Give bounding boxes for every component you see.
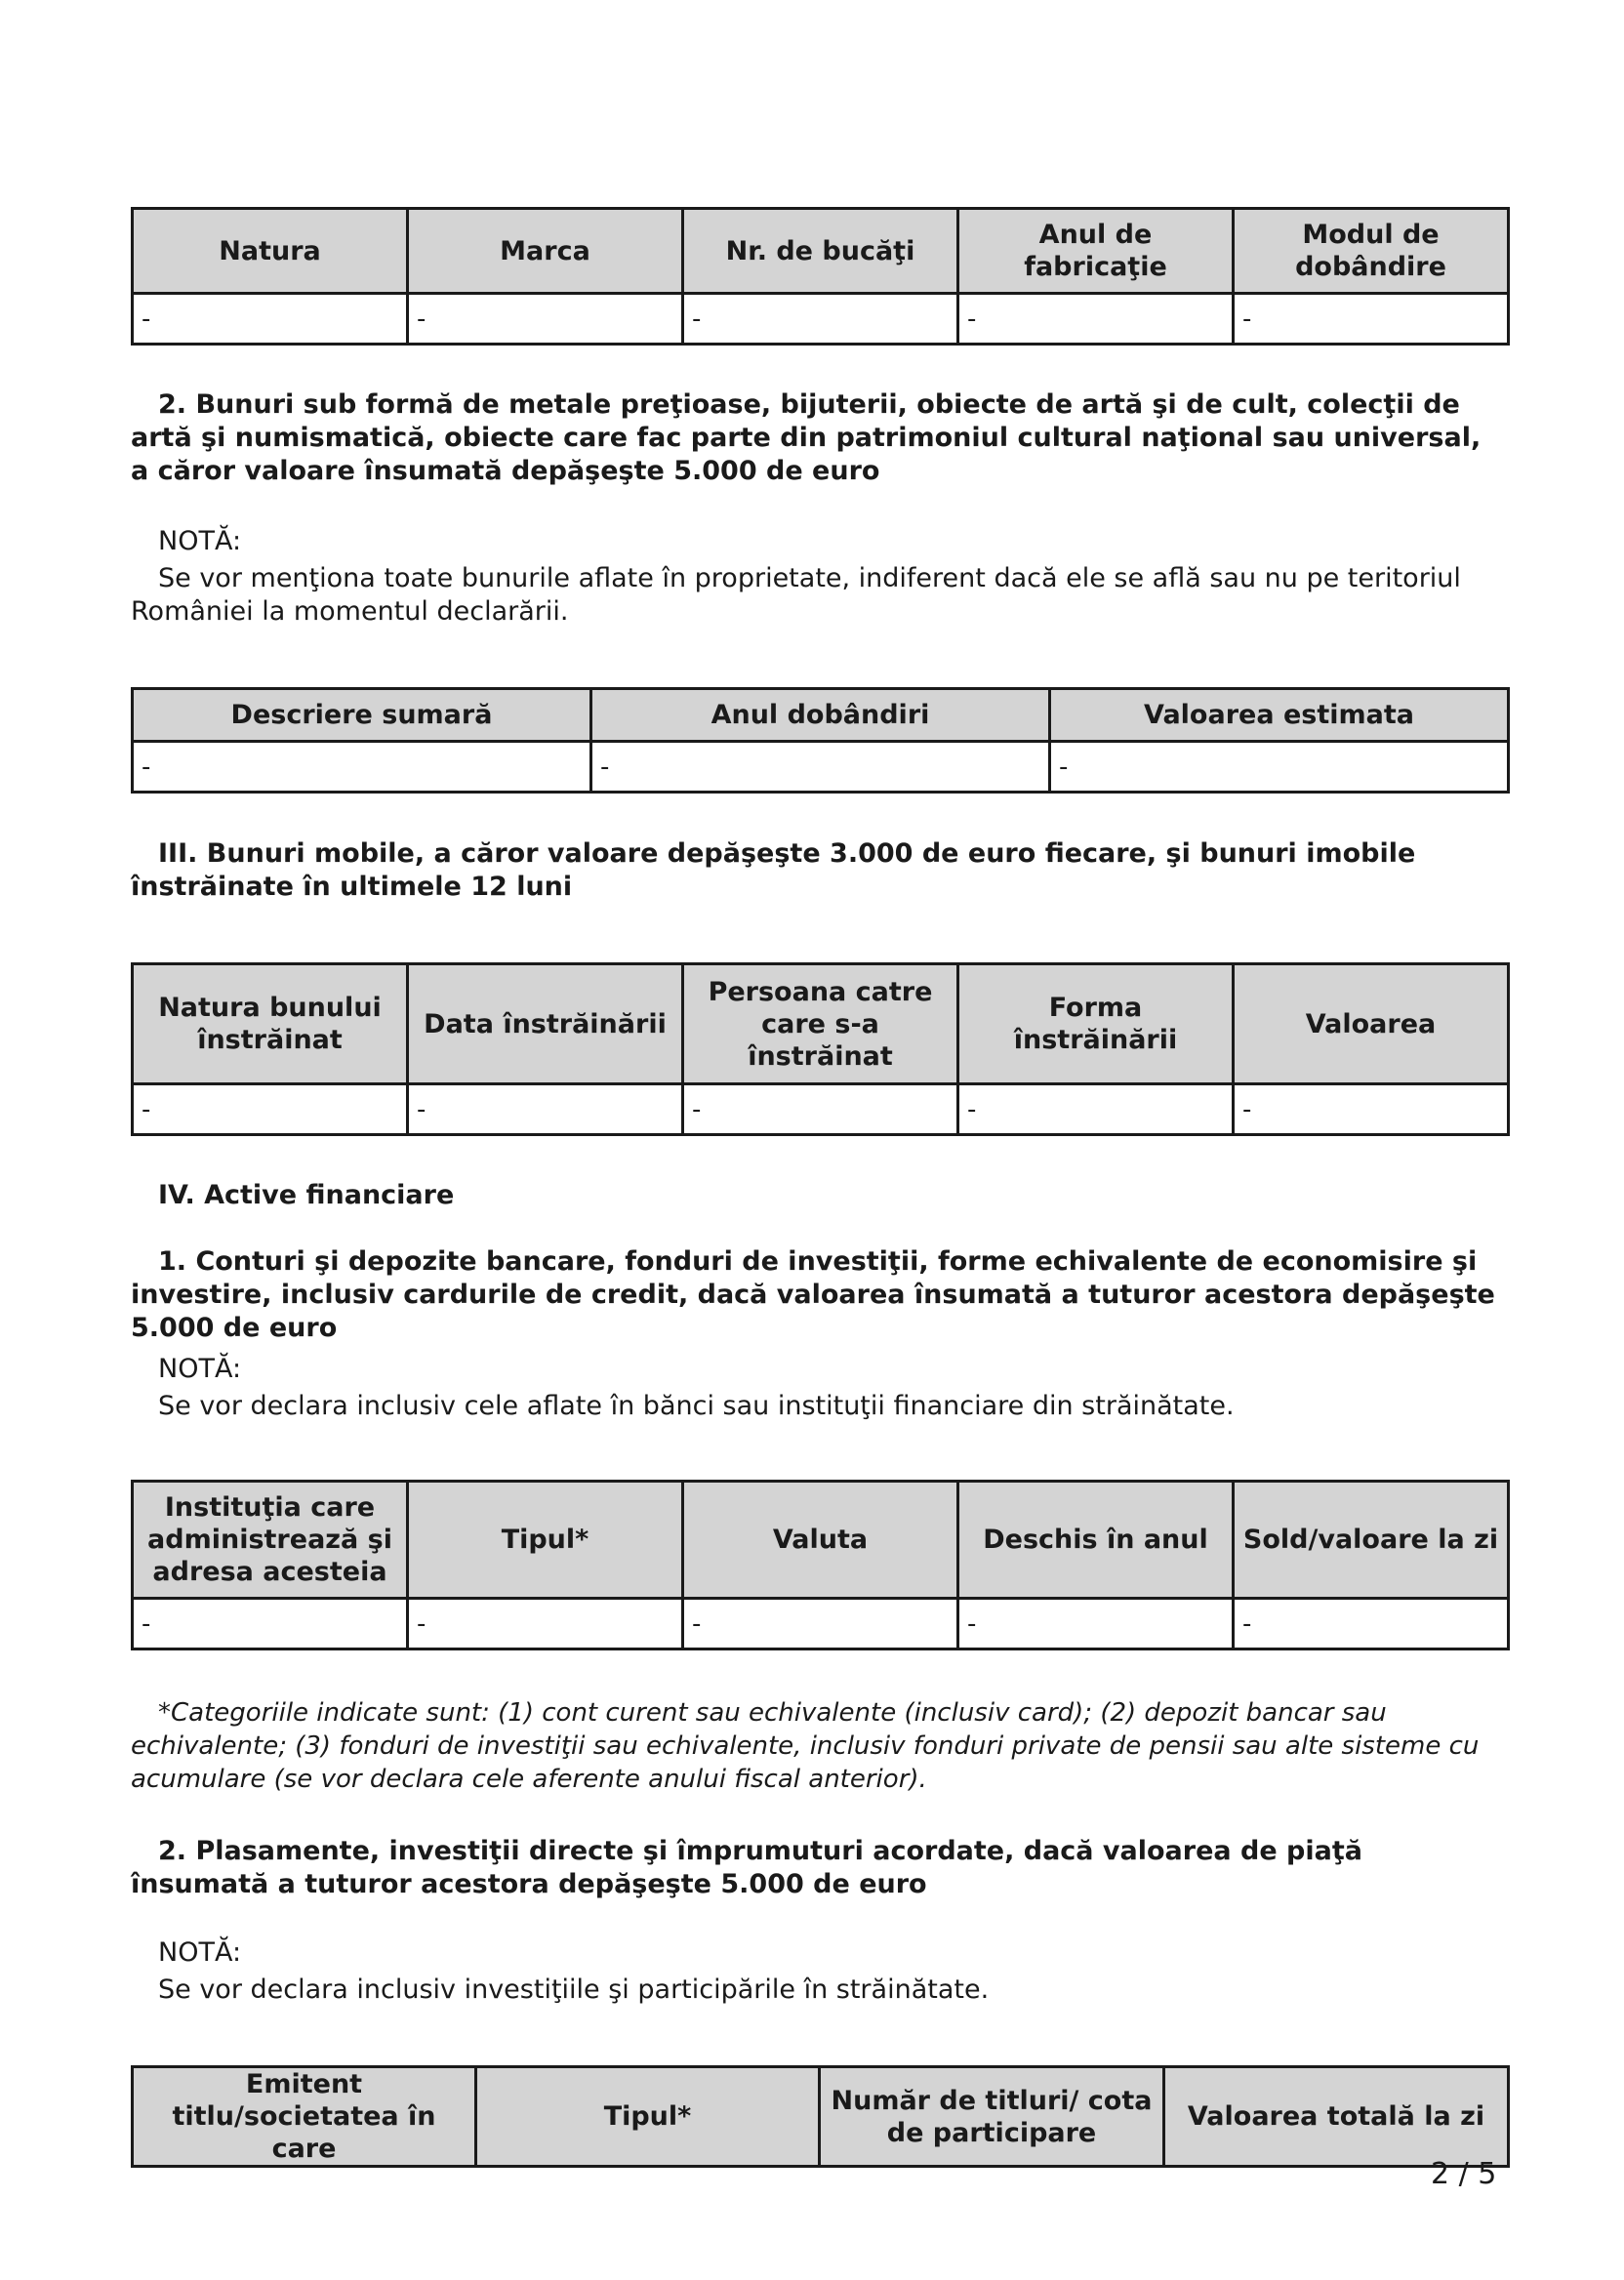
- table-cell: -: [133, 294, 408, 345]
- header-data-instrainarii: Data înstrăinării: [408, 964, 683, 1084]
- header-valoarea-estimata: Valoarea estimata: [1050, 689, 1509, 742]
- table-cell: -: [958, 1084, 1234, 1135]
- table-cell: -: [1234, 1084, 1509, 1135]
- header-tipul: Tipul*: [476, 2067, 820, 2167]
- precious-goods-table: [131, 687, 1510, 794]
- table-cell: -: [133, 1599, 408, 1649]
- header-marca: Marca: [408, 209, 683, 294]
- header-descriere-sumara: Descriere sumară: [133, 689, 591, 742]
- table-cell: -: [1234, 294, 1509, 345]
- table-cell: -: [683, 294, 958, 345]
- header-valoarea-totala: Valoarea totală la zi: [1164, 2067, 1509, 2167]
- table-row: [133, 294, 1509, 345]
- alienated-goods-table: [131, 962, 1510, 1136]
- table-cell: -: [408, 1599, 683, 1649]
- vehicles-table: [131, 207, 1510, 346]
- header-anul-dobandiri: Anul dobândiri: [591, 689, 1050, 742]
- header-modul-dobandire: Modul de dobândire: [1234, 209, 1509, 294]
- header-natura: Natura: [133, 209, 408, 294]
- header-natura-bunului: Natura bunului înstrăinat: [133, 964, 408, 1084]
- table-cell: -: [683, 1599, 958, 1649]
- table-cell: -: [1050, 742, 1509, 793]
- section-accounts-title: 1. Conturi şi depozite bancare, fonduri de investiţii, forme echivalente de economisire şi investire, inclusiv cardurile de credit, dacă valoarea însumată a tuturor acestora depăşeşte 5.000 de euro: [131, 1246, 1495, 1343]
- table-cell: -: [133, 1084, 408, 1135]
- header-valoarea: Valoarea: [1234, 964, 1509, 1084]
- note-text: Se vor menţiona toate bunurile aflate în proprietate, indiferent dacă ele se află sau nu pe teritoriul României la momentul declarării.: [131, 563, 1461, 627]
- table-cell: -: [958, 1599, 1234, 1649]
- section-precious-title: 2. Bunuri sub formă de metale preţioase, bijuterii, obiecte de artă şi de cult, colecţii de artă şi numismatică, obiecte care fac parte din patrimoniul cultural naţional sau universal, a căror valoare însumată depăşeşte 5.000 de euro: [131, 389, 1482, 486]
- table-row: [133, 1599, 1509, 1649]
- section-alienated-title: III. Bunuri mobile, a căror valoare depăşeşte 3.000 de euro fiecare, şi bunuri imobile înstrăinate în ultimele 12 luni: [131, 838, 1416, 902]
- table-cell: -: [408, 1084, 683, 1135]
- note-text: Se vor declara inclusiv investiţiile şi participările în străinătate.: [158, 1975, 990, 2005]
- note-text: Se vor declara inclusiv cele aflate în bănci sau instituţii financiare din străinătate.: [158, 1391, 1235, 1421]
- table-cell: -: [683, 1084, 958, 1135]
- note-label: NOTĂ:: [158, 526, 242, 556]
- note-label: NOTĂ:: [158, 1354, 242, 1384]
- table-row: [133, 742, 1509, 793]
- header-nr-bucati: Nr. de bucăţi: [683, 209, 958, 294]
- header-tipul: Tipul*: [408, 1482, 683, 1599]
- section-placements-title: 2. Plasamente, investiţii directe şi împrumuturi acordate, dacă valoarea de piaţă însumată a tuturor acestora depăşeşte 5.000 de euro: [131, 1836, 1362, 1899]
- table-cell: -: [408, 294, 683, 345]
- accounts-footnote: *Categoriile indicate sunt: (1) cont curent sau echivalente (inclusiv card); (2) depozit bancar sau echivalente; (3) fonduri de investiţii sau echivalente, inclusiv fonduri private de pensii sau alte sisteme cu acumulare (se vor declara cele aferente anului fiscal anterior).: [131, 1698, 1480, 1794]
- note-label: NOTĂ:: [158, 1937, 242, 1968]
- table-cell: -: [133, 742, 591, 793]
- header-deschis-in-anul: Deschis în anul: [958, 1482, 1234, 1599]
- header-emitent: Emitent titlu/societatea în care: [133, 2067, 476, 2167]
- header-anul-fabricatie: Anul de fabricaţie: [958, 209, 1234, 294]
- header-institutia: Instituţia care administrează şi adresa acesteia: [133, 1482, 408, 1599]
- header-forma-instrainarii: Forma înstrăinării: [958, 964, 1234, 1084]
- header-sold-valoare: Sold/valoare la zi: [1234, 1482, 1509, 1599]
- accounts-table: [131, 1480, 1510, 1650]
- section-financial-title: IV. Active financiare: [158, 1180, 455, 1210]
- table-cell: -: [591, 742, 1050, 793]
- placements-table: [131, 2065, 1510, 2168]
- header-numar-titluri: Număr de titluri/ cota de participare: [820, 2067, 1164, 2167]
- table-cell: -: [1234, 1599, 1509, 1649]
- header-valuta: Valuta: [683, 1482, 958, 1599]
- page-number: 2 / 5: [1431, 2157, 1497, 2191]
- header-persoana: Persoana catre care s-a înstrăinat: [683, 964, 958, 1084]
- table-row: [133, 1084, 1509, 1135]
- table-cell: -: [958, 294, 1234, 345]
